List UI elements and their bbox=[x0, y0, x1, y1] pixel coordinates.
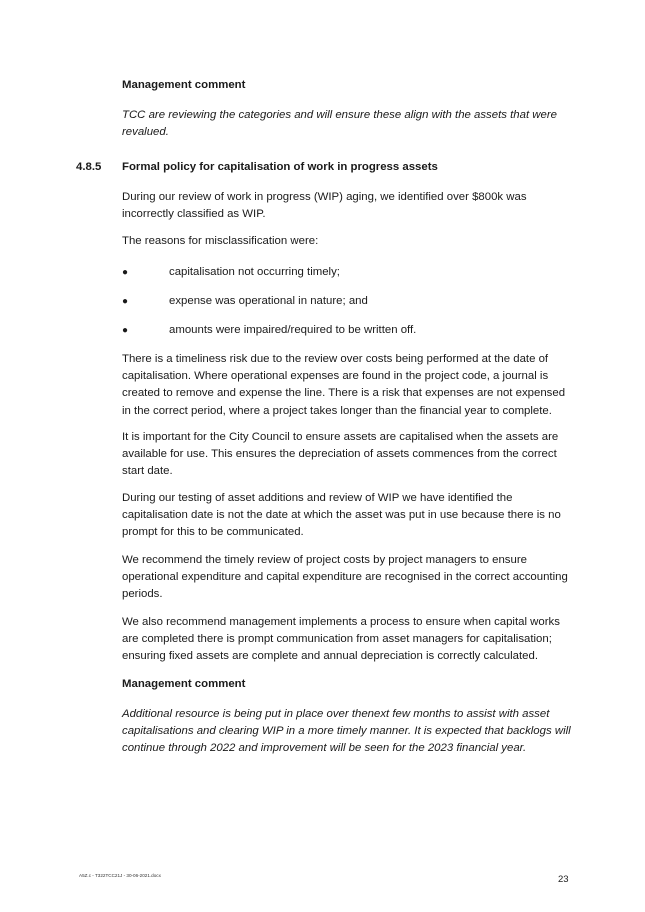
bullet-icon: ● bbox=[122, 325, 129, 336]
management-comment-text-2: Additional resource is being put in place over thenext few months to assist with asset capitalisations and clearing WIP in a more timely manner. It is expected that backlogs will continue through 2022 and improvement will be seen for the 2023 financial year. bbox=[122, 708, 571, 755]
list-item-text: capitalisation not occurring timely; bbox=[169, 266, 340, 278]
body-paragraph-testing: During our testing of asset additions and review of WIP we have identified the capitalisation date is not the date at which the asset was put in use because there is no prompt for this to be communicated. bbox=[122, 492, 561, 539]
list-item-text: expense was operational in nature; and bbox=[169, 295, 368, 307]
management-comment-heading: Management comment bbox=[122, 79, 246, 91]
list-item-text: amounts were impaired/required to be written off. bbox=[169, 324, 417, 336]
body-paragraph-recommend-process: We also recommend management implements a process to ensure when capital works are completed there is prompt communication from asset managers for capitalisation; ensuring fixed assets are complete and annual depreciation is correctly calculated. bbox=[122, 616, 560, 663]
management-comment-text: TCC are reviewing the categories and will ensure these align with the assets that were revalued. bbox=[122, 109, 557, 139]
footer-file-reference: A5Z.c - T322TCC21J - 30-06-2021.docx bbox=[79, 873, 161, 878]
list-item bbox=[122, 264, 572, 281]
bullet-icon: ● bbox=[122, 267, 129, 278]
section-title: Formal policy for capitalisation of work in progress assets bbox=[122, 161, 438, 173]
bullet-icon: ● bbox=[122, 296, 129, 307]
reasons-list-3 bbox=[122, 322, 572, 339]
intro-paragraph: During our review of work in progress (WIP) aging, we identified over $800k was incorrectly classified as WIP. bbox=[122, 191, 527, 221]
page-number: 23 bbox=[558, 874, 569, 885]
list-item bbox=[122, 322, 572, 339]
management-comment-heading-2: Management comment bbox=[122, 678, 246, 690]
reasons-lead: The reasons for misclassification were: bbox=[122, 235, 319, 247]
body-paragraph-importance: It is important for the City Council to ensure assets are capitalised when the assets are available for use. This ensures the depreciation of assets commences from the correct start date. bbox=[122, 431, 559, 478]
list-item bbox=[122, 293, 572, 310]
body-paragraph-recommend-review: We recommend the timely review of project costs by project managers to ensure operational expenditure and capital expenditure are recognised in the correct accounting periods. bbox=[122, 554, 568, 601]
section-number: 4.8.5 bbox=[76, 161, 102, 173]
body-paragraph-timeliness: There is a timeliness risk due to the review over costs being performed at the date of capitalisation. Where operational expenses are found in the project code, a journal is created to remove and expense the line. There is a risk that expenses are not expensed in the correct period, where a project takes longer than the financial year to complete. bbox=[122, 353, 566, 417]
reasons-list bbox=[122, 264, 572, 281]
reasons-list-2 bbox=[122, 293, 572, 310]
